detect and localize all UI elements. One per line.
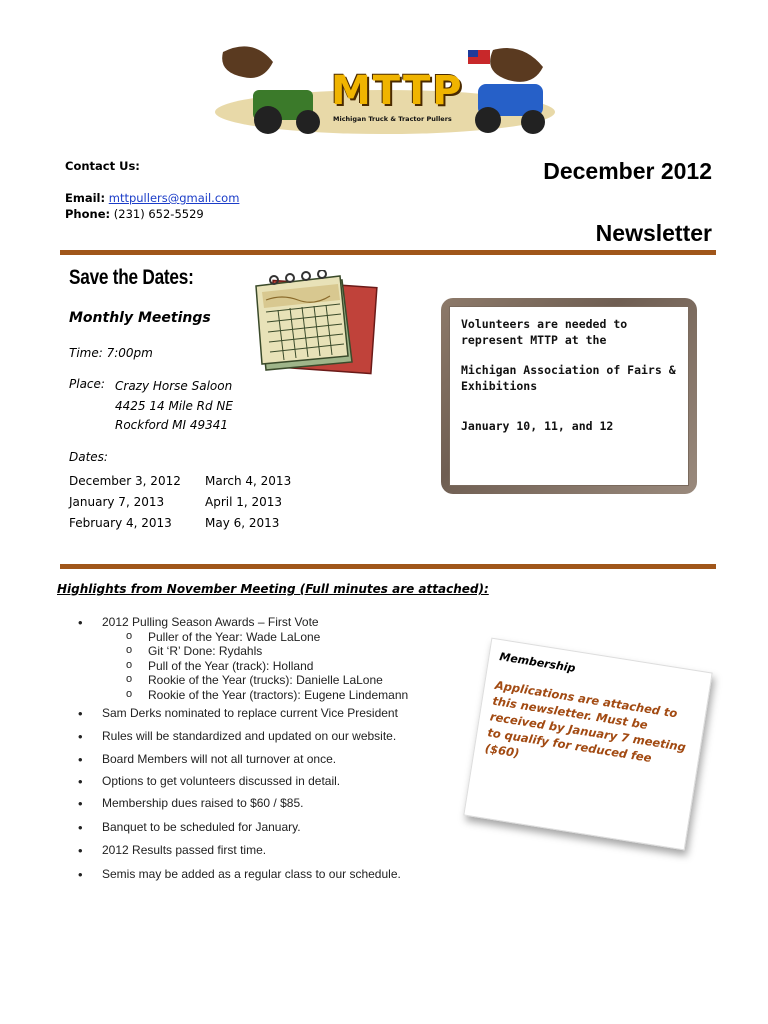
- email-link[interactable]: mttpullers@gmail.com: [108, 191, 240, 205]
- membership-body: Applications are attached to this newsletter. Must be received by January 7 meeting to qualify for reduced fee ($60): [484, 677, 687, 766]
- phone-number: (231) 652-5529: [113, 207, 204, 221]
- save-dates-title: Save the Dates:: [69, 266, 194, 289]
- calendar-icon: [252, 270, 378, 378]
- contact-block: [65, 158, 239, 222]
- highlights-title: Highlights from November Meeting (Full minutes are attached):: [57, 582, 489, 596]
- meeting-date: April 1, 2013: [205, 495, 283, 509]
- volunteers-line-2: Michigan Association of Fairs & Exhibitions: [461, 363, 676, 393]
- list-item-text: 2012 Results passed first time.: [102, 843, 267, 857]
- list-item-text: Sam Derks nominated to replace current Vice President: [102, 706, 398, 720]
- newsletter-title: Newsletter: [595, 220, 712, 246]
- place-line: 4425 14 Mile Rd NE: [115, 398, 233, 413]
- volunteers-content: [449, 306, 689, 486]
- list-item-text: Semis may be added as a regular class to our schedule.: [102, 867, 401, 881]
- phone-line: [65, 206, 239, 222]
- volunteers-dates: January 10, 11, and 12: [461, 419, 614, 433]
- meeting-date: March 4, 2013: [205, 474, 292, 488]
- list-item-text: Rules will be standardized and updated on our website.: [102, 729, 397, 743]
- meeting-date: February 4, 2013: [69, 516, 172, 530]
- meeting-date: May 6, 2013: [205, 516, 280, 530]
- email-line: [65, 190, 239, 206]
- phone-label: Phone:: [65, 207, 111, 221]
- meeting-time: Time: 7:00pm: [69, 346, 153, 360]
- divider-top: [60, 250, 716, 255]
- divider-middle: [60, 564, 716, 569]
- meeting-date: January 7, 2013: [69, 495, 165, 509]
- list-item-text: Banquet to be scheduled for January.: [102, 820, 301, 834]
- contact-title: Contact Us:: [65, 159, 140, 173]
- list-item-text: Options to get volunteers discussed in detail.: [102, 774, 341, 788]
- dates-label: Dates:: [69, 450, 108, 464]
- logo-title: MTTP: [331, 68, 464, 114]
- dates-column-1: [69, 471, 181, 534]
- list-item-text: Board Members will not all turnover at once.: [102, 752, 337, 766]
- meeting-date: December 3, 2012: [69, 474, 181, 488]
- monthly-meetings-title: Monthly Meetings: [69, 310, 211, 326]
- sub-item-text: Puller of the Year: Wade LaLone: [148, 630, 321, 644]
- list-item-text: Membership dues raised to $60 / $85.: [102, 796, 304, 810]
- membership-note: [463, 638, 712, 851]
- place-line: Crazy Horse Saloon: [115, 379, 233, 393]
- place-address: [115, 377, 233, 436]
- sub-item-text: Pull of the Year (track): Holland: [148, 659, 314, 673]
- sub-item-text: Git ‘R’ Done: Rydahls: [148, 644, 263, 658]
- dates-column-2: [205, 471, 291, 534]
- logo-subtitle: Michigan Truck & Tractor Pullers: [333, 115, 452, 123]
- sub-item-text: Rookie of the Year (trucks): Danielle LaLone: [148, 673, 383, 687]
- volunteers-line-1: Volunteers are needed to represent MTTP at the: [461, 317, 628, 347]
- mttp-logo: [213, 42, 558, 136]
- membership-title: Membership: [498, 650, 577, 676]
- place-label: Place:: [69, 377, 105, 391]
- place-line: Rockford MI 49341: [115, 418, 229, 432]
- newsletter-date: December 2012: [543, 158, 712, 184]
- volunteers-box: [441, 298, 697, 494]
- list-item-text: 2012 Pulling Season Awards – First Vote: [102, 615, 319, 629]
- email-label: Email:: [65, 191, 106, 205]
- sub-item-text: Rookie of the Year (tractors): Eugene Lindemann: [148, 688, 409, 702]
